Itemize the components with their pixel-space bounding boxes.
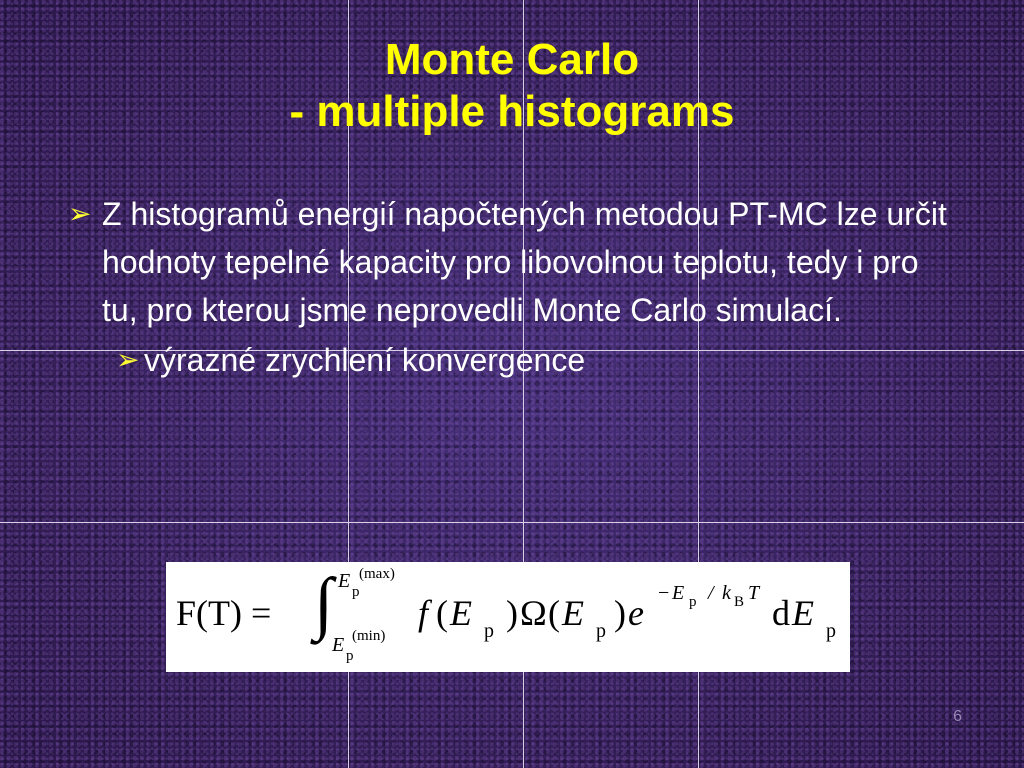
exponent-T: T — [748, 582, 760, 604]
upper-limit-E: E — [338, 570, 351, 592]
formula-e: e — [628, 593, 644, 633]
formula-omega: Ω — [520, 593, 547, 633]
grid-line-horizontal — [0, 522, 1024, 523]
bullet-main-text: Z histogramů energií napočtených metodou PT-MC lze určit hodnoty tepelné kapacity pro libovolnou teplotu, tedy i pro tu, pro kterou jsme neprovedli Monte Carlo simulací. — [102, 196, 947, 328]
bullet-list — [68, 190, 968, 384]
exponent-k: k — [722, 582, 731, 604]
formula-E: E — [450, 593, 472, 633]
exponent-minus: − — [658, 582, 670, 604]
formula-sub-p: p — [596, 620, 606, 642]
formula-box — [166, 562, 850, 672]
formula-f: f — [418, 593, 429, 633]
exponent-E: E — [672, 582, 685, 604]
exponent-sub-p: p — [689, 594, 697, 610]
slide-title — [0, 34, 1024, 138]
title-line-1: Monte Carlo — [384, 35, 640, 84]
paren-open: ( — [436, 593, 448, 633]
formula-E: E — [562, 593, 584, 633]
lower-limit-sup: (min) — [352, 628, 386, 644]
bullet-sub-text: výrazné zrychlení konvergence — [144, 342, 586, 378]
paren-open: ( — [548, 593, 560, 633]
upper-limit-sup: (max) — [359, 566, 395, 582]
integral-sign: ∫ — [314, 565, 334, 642]
lower-limit-sub: p — [346, 648, 354, 664]
formula-lhs: F(T) = — [176, 593, 272, 633]
exponent-slash: / — [708, 582, 714, 604]
paren-close: ) — [614, 593, 626, 633]
page-number: 6 — [953, 708, 962, 725]
formula-E: E — [792, 593, 814, 633]
title-line-2: - multiple histograms — [289, 87, 735, 136]
arrowhead-bullet-icon: ➢ — [116, 344, 140, 375]
arrowhead-bullet-icon: ➢ — [68, 198, 92, 229]
lower-limit-E: E — [332, 634, 345, 656]
bullet-sub — [116, 336, 968, 384]
formula-d: d — [772, 593, 790, 633]
exponent-sub-B: B — [734, 594, 745, 610]
paren-close: ) — [506, 593, 518, 633]
formula-sub-p: p — [826, 620, 836, 642]
upper-limit-sub: p — [352, 584, 360, 600]
formula-sub-p: p — [484, 620, 494, 642]
bullet-main — [68, 190, 968, 334]
